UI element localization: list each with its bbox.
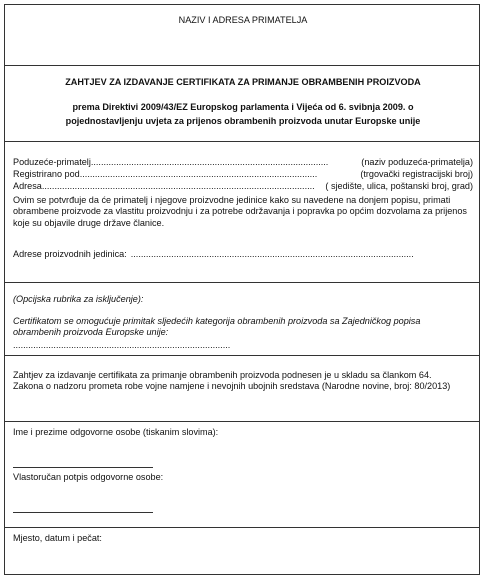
certificate-request-form [4, 4, 480, 575]
compliance-section [5, 356, 479, 422]
signature-label: Vlastoručan potpis odgovorne osobe: [13, 472, 164, 482]
responsible-person-section [5, 422, 479, 528]
company-section [5, 142, 479, 283]
company-label: Poduzeće-primatelj [13, 157, 91, 167]
production-units-dots: ................................................................................................................ [130, 249, 414, 259]
compliance-text: Zahtjev za izdavanje certifikata za primanje obrambenih proizvoda podnesen je u skladu sa člankom 64. Zakona o nadzoru prometa robe vojne namjene i nevojnih ubojnih sredstava (Narodne novine, broj: 80/2013) [13, 370, 451, 392]
form-title: ZAHTJEV ZA IZDAVANJE CERTIFIKATA ZA PRIMANJE OBRAMBENIH PROIZVODA [65, 77, 421, 87]
company-dots: .............................................................................................. [90, 157, 329, 167]
responsible-name-line[interactable] [13, 467, 153, 468]
address-hint: ( sjedište, ulica, poštanski broj, grad) [325, 181, 473, 191]
address-field[interactable] [13, 181, 473, 192]
recipient-header: NAZIV I ADRESA PRIMATELJA [178, 15, 308, 25]
confirmation-text: Ovim se potvrđuje da će primatelj i njegove proizvodne jedinice kako su navedene na donjem popisu, primati obrambene proizvode za vlastitu proizvodnju i za potrebe održavanja i popravka po općim dozvolama za prijenos koje su objavile druge države članice. [13, 195, 467, 228]
company-field[interactable] [13, 157, 473, 168]
optional-dots[interactable]: ...................................................................................... [13, 340, 231, 350]
registered-label: Registrirano pod [13, 169, 80, 179]
place-date-stamp-label: Mjesto, datum i pečat: [13, 533, 102, 543]
address-label: Adresa [13, 181, 42, 191]
optional-text: Certifikatom se omogućuje primitak sljedećih kategorija obrambenih proizvoda sa Zajedničkog popisa obrambenih proizvoda Europske unije: [13, 316, 421, 338]
company-hint: (naziv poduzeća-primatelja) [361, 157, 473, 167]
form-subtitle-line1: prema Direktivi 2009/43/EZ Europskog parlamenta i Vijeća od 6. svibnja 2009. o [72, 102, 414, 112]
responsible-name-label: Ime i prezime odgovorne osobe (tiskanim slovima): [13, 427, 219, 437]
registered-hint: (trgovački registracijski broj) [360, 169, 473, 179]
registered-dots: .............................................................................................. [79, 169, 318, 179]
registered-field[interactable] [13, 169, 473, 180]
signature-line[interactable] [13, 512, 153, 513]
optional-section [5, 283, 479, 356]
recipient-section [5, 5, 479, 66]
optional-heading: (Opcijska rubrika za isključenje): [13, 294, 144, 304]
address-dots: ............................................................................................................ [41, 181, 315, 191]
production-units-label: Adrese proizvodnih jedinica: [13, 249, 127, 259]
production-units-field[interactable] [13, 249, 473, 260]
title-section [5, 66, 479, 142]
form-subtitle-line2: pojednostavljenju uvjeta za prijenos obrambenih proizvoda unutar Europske unije [65, 116, 421, 126]
place-date-section [5, 528, 479, 576]
